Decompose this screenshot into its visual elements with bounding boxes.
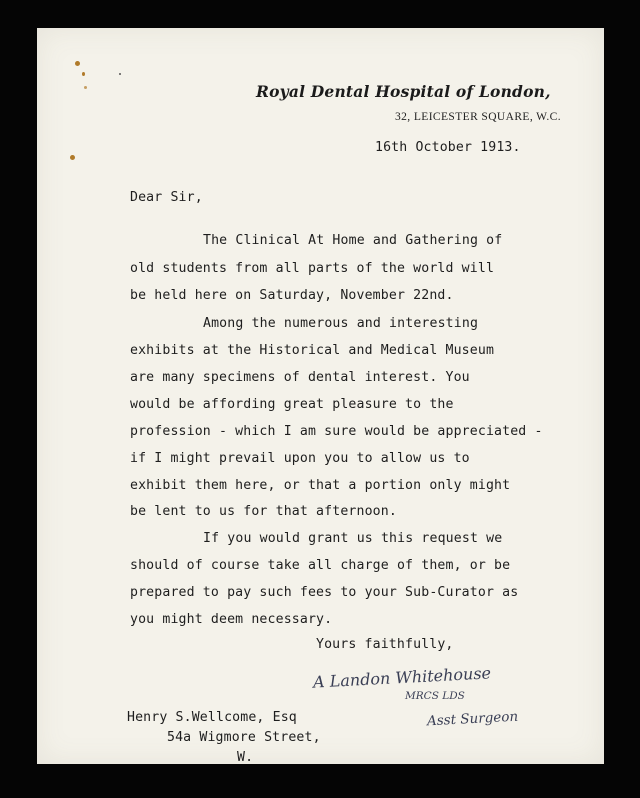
letterhead-address: 32, LEICESTER SQUARE, W.C. (395, 111, 561, 123)
signature-qualification: MRCS LDS (405, 690, 465, 702)
body-line: are many specimens of dental interest. You (130, 370, 470, 385)
body-line: old students from all parts of the world will (130, 261, 495, 276)
recipient-district: W. (237, 750, 254, 765)
letterhead-name: Royal Dental Hospital of London, (256, 82, 551, 101)
body-line: exhibit them here, or that a portion only might (130, 478, 511, 493)
body-line: prepared to pay such fees to your Sub-Curator as (130, 585, 519, 600)
signature-name: A Landon Whitehouse (312, 663, 492, 692)
body-line: Among the numerous and interesting (203, 316, 479, 331)
body-line: be lent to us for that afternoon. (130, 504, 397, 519)
body-line: The Clinical At Home and Gathering of (203, 233, 503, 248)
body-line: you might deem necessary. (130, 612, 333, 627)
body-line: profession - which I am sure would be appreciated - (130, 424, 543, 439)
salutation: Dear Sir, (130, 190, 203, 205)
recipient-name: Henry S.Wellcome, Esq (127, 710, 297, 725)
letter-page (37, 28, 604, 764)
body-line: be held here on Saturday, November 22nd. (130, 288, 454, 303)
stain-mark (119, 73, 121, 75)
body-line: If you would grant us this request we (203, 531, 503, 546)
body-line: would be affording great pleasure to the (130, 397, 454, 412)
body-line: if I might prevail upon you to allow us to (130, 451, 470, 466)
letter-date: 16th October 1913. (375, 140, 521, 155)
stain-mark (75, 61, 80, 66)
body-line: exhibits at the Historical and Medical Museum (130, 343, 495, 358)
signature-title: Asst Surgeon (426, 708, 519, 730)
stain-mark (84, 86, 87, 89)
stain-mark (70, 155, 75, 160)
closing: Yours faithfully, (316, 637, 454, 652)
recipient-street: 54a Wigmore Street, (167, 730, 321, 745)
body-line: should of course take all charge of them, or be (130, 558, 511, 573)
stain-mark (82, 72, 85, 76)
